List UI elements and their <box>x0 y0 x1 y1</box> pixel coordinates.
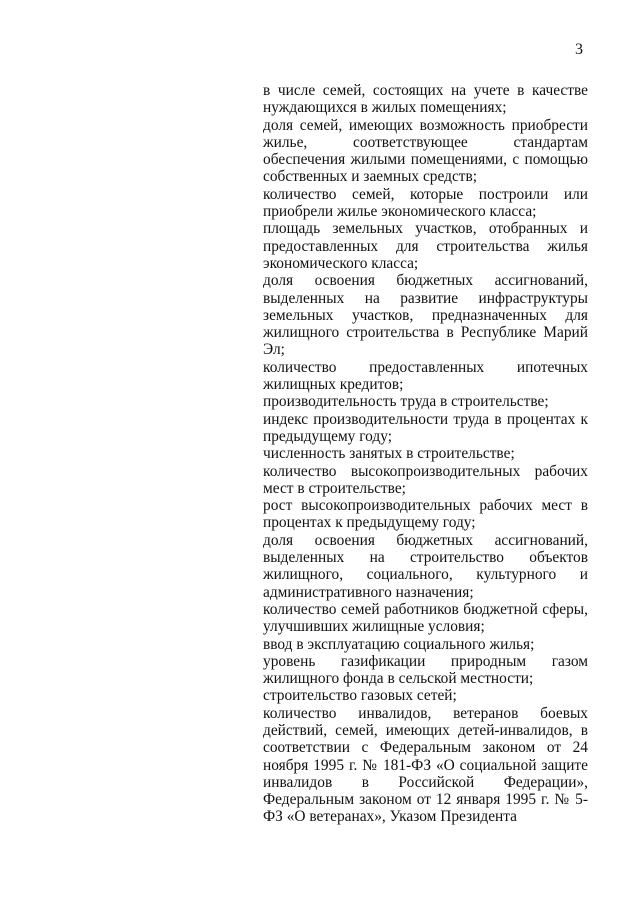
paragraph-2: доля семей, имеющих возможность приобрести жилье, соответствующее стандартам обеспечения жилыми помещениями, с помощью собственных и заемных средств; <box>263 116 588 186</box>
paragraph-7: производительность труда в строительстве; <box>263 393 549 411</box>
paragraph-15: уровень газификации природным газом жилищного фонда в сельской местности; <box>263 652 588 688</box>
paragraph-13: количество семей работников бюджетной сферы, улучшивших жилищные условия; <box>263 600 588 636</box>
paragraph-14: ввод в эксплуатацию социального жилья; <box>263 635 535 653</box>
paragraph-3: количество семей, которые построили или приобрели жилье экономического класса; <box>263 185 588 221</box>
paragraph-5: доля освоения бюджетных ассигнований, выделенных на развитие инфраструктуры земельных участков, предназначенных для жилищного строительства в Республике Марий Эл; <box>263 272 588 359</box>
paragraph-1: в числе семей, состоящих на учете в качестве нуждающихся в жилых помещениях; <box>263 82 588 117</box>
paragraph-16: строительство газовых сетей; <box>263 687 457 705</box>
document-body <box>263 82 588 826</box>
paragraph-6: количество предоставленных ипотечных жилищных кредитов; <box>263 358 588 394</box>
paragraph-17: количество инвалидов, ветеранов боевых действий, семей, имеющих детей-инвалидов, в соответствии с Федеральным законом от 24 ноября 1995 г. № 181-ФЗ «О социальной защите инвалидов в Российской Федерации», Федеральным законом от 12 января 1995 г. № 5-ФЗ «О ветеранах», Указом Президента <box>263 704 588 826</box>
paragraph-10: количество высокопроизводительных рабочих мест в строительстве; <box>263 462 588 497</box>
paragraph-11: рост высокопроизводительных рабочих мест в процентах к предыдущему году; <box>263 497 588 532</box>
paragraph-12: доля освоения бюджетных ассигнований, выделенных на строительство объектов жилищного, социального, культурного и административного назначения; <box>263 531 588 601</box>
paragraph-4: площадь земельных участков, отобранных и предоставленных для строительства жилья экономического класса; <box>263 220 588 272</box>
paragraph-9: численность занятых в строительстве; <box>263 445 515 463</box>
page-number: 3 <box>575 41 583 58</box>
paragraph-8: индекс производительности труда в процентах к предыдущему году; <box>263 410 588 445</box>
